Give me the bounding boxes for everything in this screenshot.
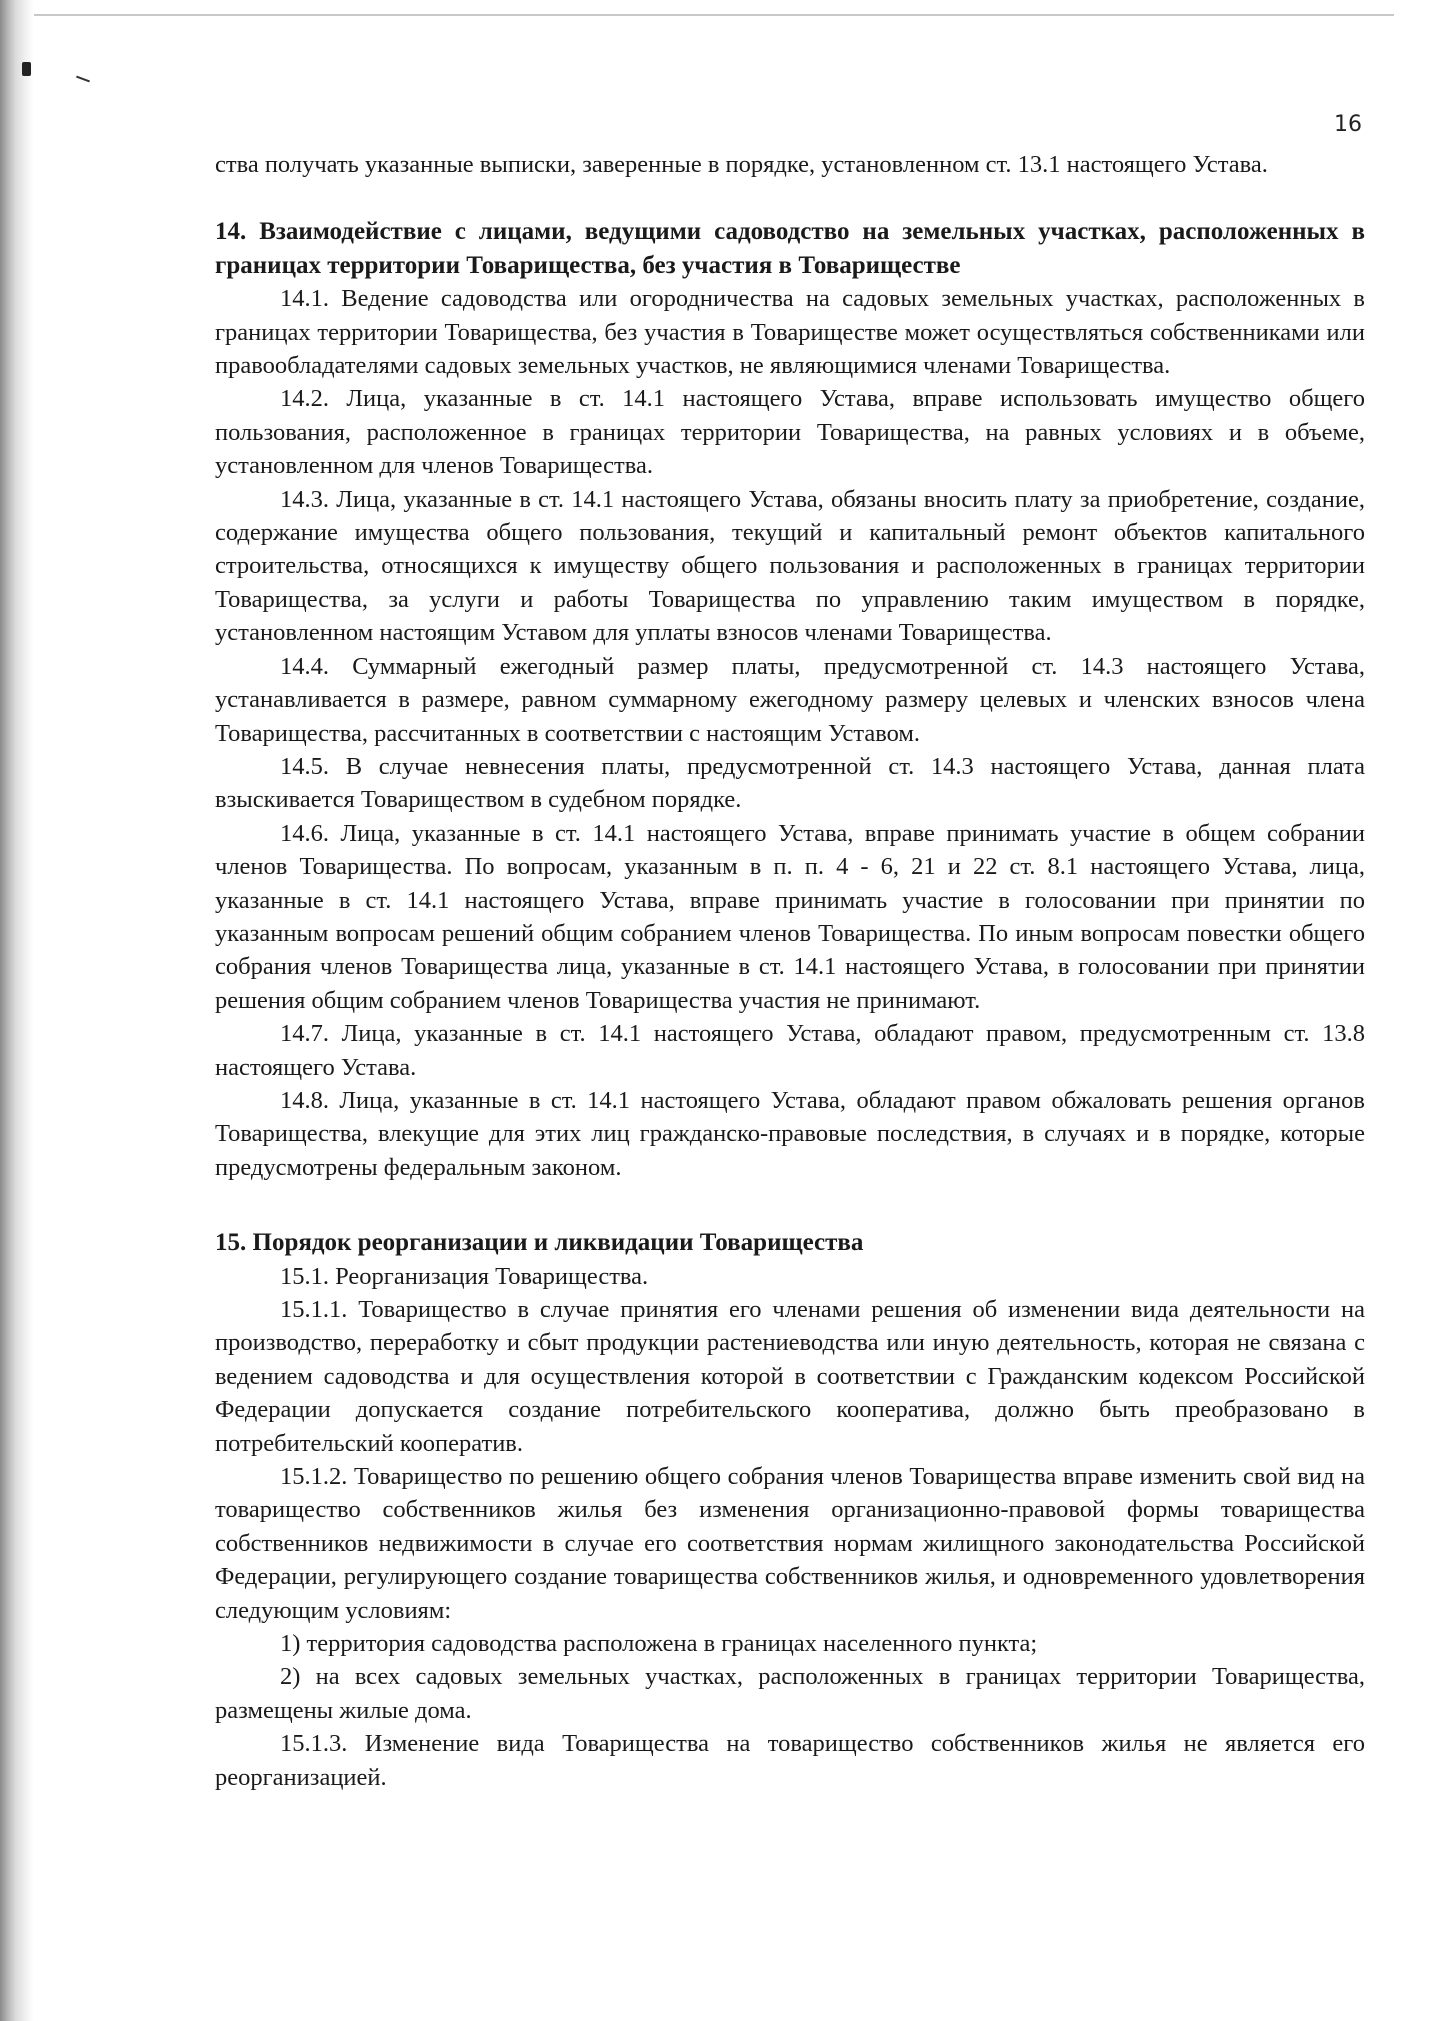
paragraph-14-2: 14.2. Лица, указанные в ст. 14.1 настоящего Устава, вправе использовать имущество общего пользования, расположенное в границах территории Товарищества, на равных условиях и в объеме, установленном для членов Товарищества. [215,385,1365,480]
section-15-heading: 15. Порядок реорганизации и ликвидации Товарищества [215,1229,864,1257]
paragraph-14-8: 14.8. Лица, указанные в ст. 14.1 настоящего Устава, обладают правом обжаловать решения органов Товарищества, влекущие для этих лиц гражданско-правовые последствия, в случаях и в порядке, которые предусмотрены федеральным законом. [215,1086,1365,1181]
paragraph-15-1-1: 15.1.1. Товарищество в случае принятия его членами решения об изменении вида деятельности на производство, переработку и сбыт продукции растениеводства или иную деятельность, которая не связана с ведением садоводства и для осуществления которой в соответствии с Гражданским кодексом Российской Федерации допускается создание потребительского кооператива, должно быть преобразовано в потребительский кооператив. [215,1296,1365,1457]
list-item-1: 1) территория садоводства расположена в границах населенного пункта; [280,1630,1038,1658]
paragraph-15-1: 15.1. Реорганизация Товарищества. [280,1262,649,1290]
section-14-heading: 14. Взаимодействие с лицами, ведущими садоводство на земельных участках, расположенных в границах территории Товарищества, без участия в Товариществе [215,218,1365,279]
paragraph-15-1-3: 15.1.3. Изменение вида Товарищества на товарищество собственников жилья не является его реорганизацией. [215,1730,1365,1791]
spacer [215,1184,1365,1226]
intro-paragraph: ства получать указанные выписки, заверенные в порядке, установленном ст. 13.1 настоящего Устава. [215,151,1268,178]
paragraph-14-7: 14.7. Лица, указанные в ст. 14.1 настоящего Устава, обладают правом, предусмотренным ст. 13.8 настоящего Устава. [215,1020,1365,1081]
paragraph-15-1-2: 15.1.2. Товарищество по решению общего собрания членов Товарищества вправе изменить свой вид на товарищество собственников жилья без изменения организационно-правовой формы товарищества собственников недвижимости в случае его соответствия нормам жилищного законодательства Российской Федерации, регулирующего создание товарищества собственников жилья, и одновременного удовлетворения следующим условиям: [215,1463,1365,1624]
list-item-2: 2) на всех садовых земельных участках, расположенных в границах территории Товарищества, размещены жилые дома. [215,1663,1365,1724]
scan-top-line [34,14,1394,16]
document-body [215,148,1365,1794]
paragraph-14-4: 14.4. Суммарный ежегодный размер платы, предусмотренной ст. 14.3 настоящего Устава, устанавливается в размере, равном суммарному ежегодному размеру целевых и членских взносов члена Товарищества, рассчитанных в соответствии с настоящим Уставом. [215,652,1365,747]
paragraph-14-1: 14.1. Ведение садоводства или огородничества на садовых земельных участках, расположенных в границах территории Товарищества, без участия в Товариществе может осуществляться собственниками или правообладателями садовых земельных участков, не являющимися членами Товарищества. [215,285,1365,380]
paragraph-14-3: 14.3. Лица, указанные в ст. 14.1 настоящего Устава, обязаны вносить плату за приобретение, создание, содержание имущества общего пользования, текущий и капитальный ремонт объектов капитального строительства, относящихся к имуществу общего пользования и расположенных в границах территории Товарищества, за услуги и работы Товарищества по управлению таким имуществом в порядке, установленном настоящим Уставом для уплаты взносов членами Товарищества. [215,485,1365,647]
paragraph-14-5: 14.5. В случае невнесения платы, предусмотренной ст. 14.3 настоящего Устава, данная плата взыскивается Товариществом в судебном порядке. [215,752,1365,814]
paragraph-14-6: 14.6. Лица, указанные в ст. 14.1 настоящего Устава, вправе принимать участие в общем собрании членов Товарищества. По вопросам, указанным в п. п. 4 - 6, 21 и 22 ст. 8.1 настоящего Устава, лица, указанные в ст. 14.1 настоящего Устава, вправе принимать участие в голосовании при принятии по указанным вопросам решений общим собранием членов Товарищества. По иным вопросам повестки общего собрания членов Товарищества лица, указанные в ст. 14.1 настоящего Устава, в голосовании при принятии решения общим собранием членов Товарищества участия не принимают. [215,819,1365,1014]
scan-mark [22,62,31,76]
scan-left-edge [0,0,34,2021]
page-number: 16 [1334,112,1362,137]
scan-tick [76,76,90,83]
spacer [215,181,1365,215]
